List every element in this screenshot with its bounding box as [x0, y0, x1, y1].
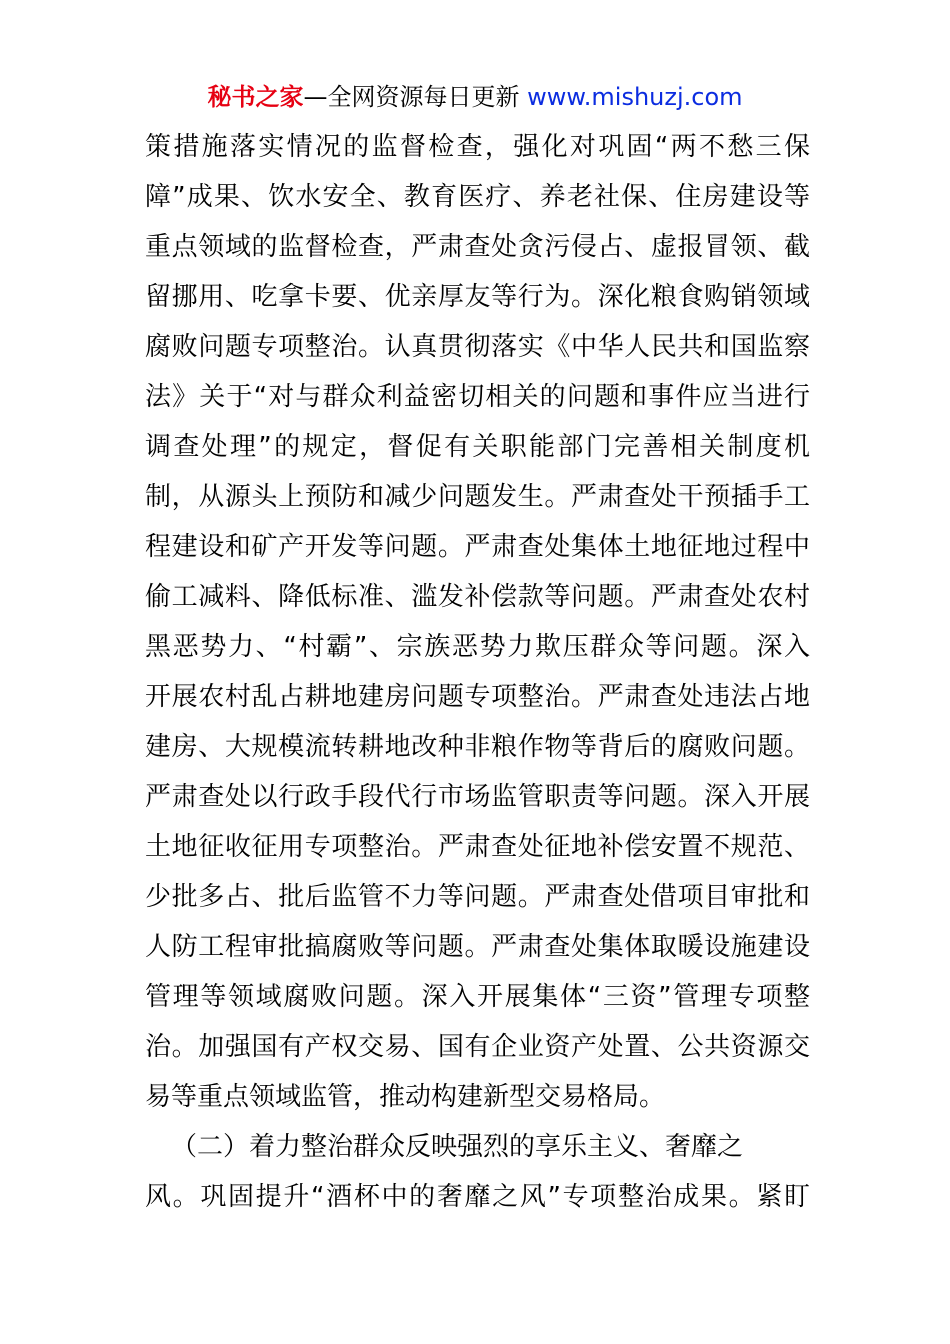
text-line: 土地征收征用专项整治。严肃查处征地补偿安置不规范、	[145, 832, 810, 862]
document-body	[145, 122, 810, 1222]
site-tagline: —全网资源每日更新	[303, 83, 528, 111]
text-line: 人防工程审批搞腐败等问题。严肃查处集体取暖设施建设	[145, 932, 810, 962]
text-line: 黑恶势力、“村霸”、宗族恶势力欺压群众等问题。深入	[145, 632, 810, 662]
text-line: 调查处理”的规定，督促有关职能部门完善相关制度机	[145, 432, 810, 462]
text-line: 策措施落实情况的监督检查，强化对巩固“两不愁三保	[145, 132, 810, 162]
page-header	[0, 80, 950, 114]
text-line: 少批多占、批后监管不力等问题。严肃查处借项目审批和	[145, 882, 810, 912]
text-line: 制，从源头上预防和减少问题发生。严肃查处干预插手工	[145, 482, 810, 512]
text-line: 管理等领域腐败问题。深入开展集体“三资”管理专项整	[145, 982, 810, 1012]
text-line: 建房、大规模流转耕地改种非粮作物等背后的腐败问题。	[145, 732, 810, 762]
text-line: 腐败问题专项整治。认真贯彻落实《中华人民共和国监察	[145, 332, 810, 362]
text-line: 程建设和矿产开发等问题。严肃查处集体土地征地过程中	[145, 532, 810, 562]
text-line: 易等重点领域监管，推动构建新型交易格局。	[145, 1082, 666, 1112]
text-line: 留挪用、吃拿卡要、优亲厚友等行为。深化粮食购销领域	[145, 282, 810, 312]
site-url-link[interactable]: www.mishuzj.com	[527, 83, 743, 111]
text-line: 治。加强国有产权交易、国有企业资产处置、公共资源交	[145, 1032, 810, 1062]
site-brand: 秘书之家	[207, 83, 304, 111]
text-line: 法》关于“对与群众利益密切相关的问题和事件应当进行	[145, 382, 810, 412]
text-line: 障”成果、饮水安全、教育医疗、养老社保、住房建设等	[145, 182, 810, 212]
text-line: 严肃查处以行政手段代行市场监管职责等问题。深入开展	[145, 782, 810, 812]
text-line: 重点领域的监督检查，严肃查处贪污侵占、虚报冒领、截	[145, 232, 810, 262]
text-line: 开展农村乱占耕地建房问题专项整治。严肃查处违法占地	[145, 682, 810, 712]
text-line: 偷工减料、降低标准、滥发补偿款等问题。严肃查处农村	[145, 582, 810, 612]
section-heading-line: （二）着力整治群众反映强烈的享乐主义、奢靡之	[171, 1132, 744, 1162]
text-line: 风。巩固提升“酒杯中的奢靡之风”专项整治成果。紧盯	[145, 1182, 810, 1212]
